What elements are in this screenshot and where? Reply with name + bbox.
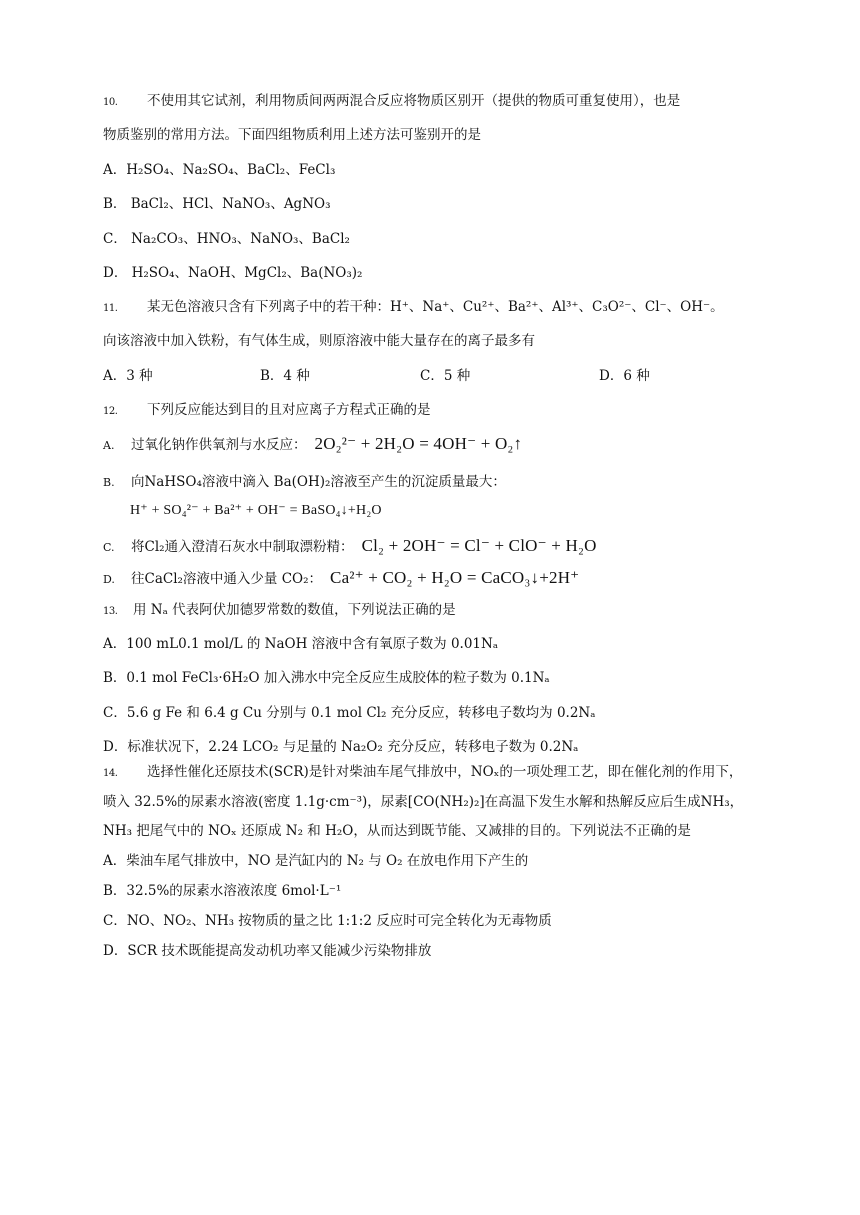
q11-stem-line2: 向该溶液中加入铁粉，有气体生成，则原溶液中能大量存在的离子最多有 (103, 333, 535, 349)
q12-option-b-equation: H⁺ + SO₄²⁻ + Ba²⁺ + OH⁻ = BaSO₄↓+H₂O (130, 503, 382, 518)
q14-stem-line3: NH₃ 把尾气中的 NOₓ 还原成 N₂ 和 H₂O，从而达到既节能、又减排的目的。下列说法不正确的是 (103, 823, 691, 839)
q10-stem1: 不使用其它试剂，利用物质间两两混合反应将物质区别开（提供的物质可重复使用），也是 (147, 93, 681, 109)
q10-option-a: A．H₂SO₄、Na₂SO₄、BaCl₂、FeCl₃ (103, 162, 336, 178)
q14-option-d: D．SCR 技术既能提高发动机功率又能减少污染物排放 (103, 943, 432, 959)
q13-option-d: D．标准状况下，2.24 LCO₂ 与足量的 Na₂O₂ 充分反应，转移电子数为 0.2Nₐ (103, 739, 579, 755)
q12-number: 12. (103, 406, 118, 417)
q11-stem1: 某无色溶液只含有下列离子中的若干种：H⁺、Na⁺、Cu²⁺、Ba²⁺、Al³⁺、C₃O²⁻、Cl⁻、OH⁻。 (147, 299, 724, 315)
q11-stem-line1 (103, 297, 724, 319)
q10-option-d: D． H₂SO₄、NaOH、MgCl₂、Ba(NO₃)₂ (103, 265, 363, 281)
q14-stem-line1 (103, 762, 742, 784)
q13-option-b: B．0.1 mol FeCl₃·6H₂O 加入沸水中完全反应生成胶体的粒子数为 0.1Nₐ (103, 670, 550, 686)
q12-option-c-text: 将Cl₂通入澄清石灰水中制取漂粉精： (131, 539, 354, 555)
q10-stem-line2: 物质鉴别的常用方法。下面四组物质利用上述方法可鉴别开的是 (103, 127, 481, 143)
q11-option-b: B．4 种 (260, 368, 310, 384)
q10-stem-line1 (103, 91, 680, 113)
q13-number: 13. (103, 606, 118, 617)
q12-option-a (103, 434, 522, 456)
q14-stem-line2: 喷入 32.5%的尿素水溶液(密度 1.1g·cm⁻³)，尿素[CO(NH₂)₂]在高温下发生水解和热解反应后生成NH₃， (103, 794, 744, 810)
q11-option-c: C．5 种 (420, 368, 471, 384)
q12-option-c-equation: Cl₂ + 2OH⁻ = Cl⁻ + ClO⁻ + H₂O (361, 536, 597, 555)
q14-option-c: C．NO、NO₂、NH₃ 按物质的量之比 1:1:2 反应时可完全转化为无毒物质 (103, 913, 552, 929)
q12-option-c (103, 536, 597, 558)
q12-option-b-equation-line (130, 500, 382, 521)
q12-option-d (103, 568, 579, 590)
q14-option-a: A．柴油车尾气排放中，NO 是汽缸内的 N₂ 与 O₂ 在放电作用下产生的 (103, 853, 529, 869)
q12-option-a-text: 过氧化钠作供氧剂与水反应： (131, 437, 307, 453)
q13-stem-line (103, 600, 456, 622)
q12-stem: 下列反应能达到目的且对应离子方程式正确的是 (147, 402, 431, 418)
q12-option-b-text: 向NaHSO₄溶液中滴入 Ba(OH)₂溶液至产生的沉淀质量最大： (131, 474, 506, 490)
q10-option-b: B． BaCl₂、HCl、NaNO₃、AgNO₃ (103, 196, 331, 212)
q10-option-c: C． Na₂CO₃、HNO₃、NaNO₃、BaCl₂ (103, 231, 350, 247)
q11-option-d: D．6 种 (599, 368, 650, 384)
q11-option-a: A．3 种 (103, 368, 153, 384)
q12-option-b-letter: B. (103, 476, 115, 489)
q12-option-b (103, 472, 506, 493)
q14-stem1: 选择性催化还原技术(SCR)是针对柴油车尾气排放中，NOₓ的一项处理工艺，即在催化剂的作用下， (147, 764, 743, 780)
q12-option-c-letter: C. (103, 541, 115, 554)
q12-option-a-letter: A. (103, 439, 115, 452)
q14-option-b: B．32.5%的尿素水溶液浓度 6mol·L⁻¹ (103, 883, 342, 899)
q13-option-a: A．100 mL0.1 mol/L 的 NaOH 溶液中含有氧原子数为 0.01Nₐ (103, 636, 499, 652)
q13-option-c: C．5.6 g Fe 和 6.4 g Cu 分别与 0.1 mol Cl₂ 充分反应，转移电子数均为 0.2Nₐ (103, 705, 596, 721)
q10-number: 10. (103, 97, 118, 108)
q12-option-a-equation: 2O₂²⁻ + 2H₂O = 4OH⁻ + O₂↑ (314, 434, 523, 453)
q13-stem: 用 Nₐ 代表阿伏加德罗常数的数值，下列说法正确的是 (133, 602, 456, 618)
q12-option-d-text: 往CaCl₂溶液中通入少量 CO₂： (131, 571, 323, 587)
q12-option-d-letter: D. (103, 573, 115, 586)
q12-option-d-equation: Ca²⁺ + CO₂ + H₂O = CaCO₃↓+2H⁺ (330, 568, 580, 587)
q11-number: 11. (103, 303, 118, 314)
q12-stem-line (103, 400, 431, 422)
q14-number: 14. (103, 768, 118, 779)
